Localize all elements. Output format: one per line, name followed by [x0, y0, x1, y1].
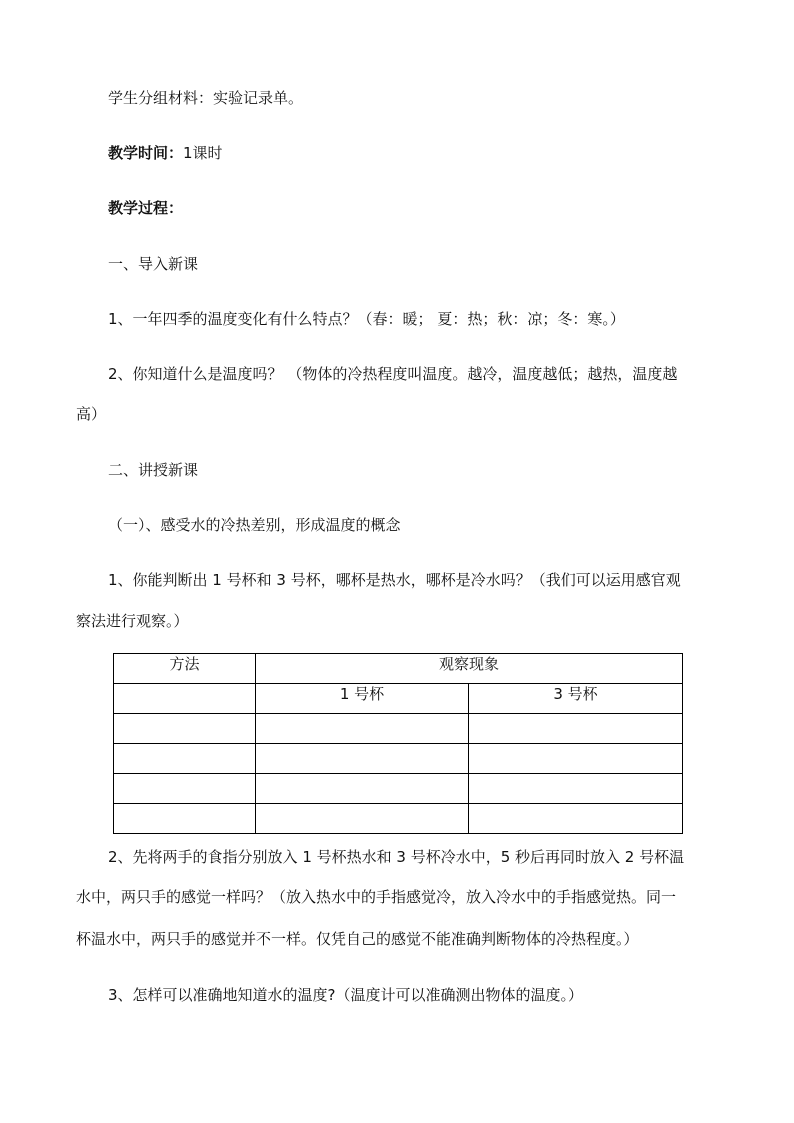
header-cup-1: 1 号杯: [256, 684, 469, 714]
question-2-line-2: 高）: [76, 405, 107, 423]
table-cell: [256, 714, 469, 744]
table-cell: [256, 804, 469, 834]
table-row: [114, 804, 683, 834]
table-cell: [114, 744, 256, 774]
table-cell: [114, 804, 256, 834]
section-2-heading: 二、讲授新课: [108, 461, 199, 479]
section-1-heading: 一、导入新课: [108, 255, 199, 273]
table-cell: [114, 774, 256, 804]
observation-table: [113, 653, 683, 834]
table-row: [114, 774, 683, 804]
teaching-time-label: 教学时间：: [108, 144, 184, 162]
table-row: [114, 714, 683, 744]
teaching-process-heading: 教学过程：: [108, 199, 184, 217]
question-1: 1、一年四季的温度变化有什么特点？（春：暖； 夏：热；秋：凉；冬：寒。）: [108, 310, 625, 328]
materials-line: 学生分组材料：实验记录单。: [108, 89, 304, 107]
table-cell: [469, 804, 683, 834]
subsection-1-heading: （一）、感受水的冷热差别，形成温度的概念: [108, 516, 401, 534]
paragraph-3: 3、怎样可以准确地知道水的温度?（温度计可以准确测出物体的温度。）: [108, 986, 584, 1004]
teaching-time-line: [108, 143, 223, 163]
table-cell: [469, 774, 683, 804]
table-cell: [469, 714, 683, 744]
teaching-time-value: 1课时: [183, 144, 223, 162]
table-cell: [114, 684, 256, 714]
table-cell: [114, 714, 256, 744]
table-cell: [256, 774, 469, 804]
header-observation: 观察现象: [256, 654, 683, 684]
table-row: [114, 744, 683, 774]
question-2-line-1: 2、你知道什么是温度吗？ （物体的冷热程度叫温度。越冷，温度越低；越热，温度越: [108, 365, 678, 383]
paragraph-2-line-1: 2、先将两手的食指分别放入 1 号杯热水和 3 号杯冷水中，5 秒后再同时放入 2 号杯温: [108, 848, 685, 866]
header-method: 方法: [114, 654, 256, 684]
table-cell: [469, 744, 683, 774]
paragraph-1-line-2: 察法进行观察。）: [76, 612, 189, 630]
header-cup-3: 3 号杯: [469, 684, 683, 714]
table-subheader-row: [114, 684, 683, 714]
table-cell: [256, 744, 469, 774]
paragraph-1-line-1: 1、你能判断出 1 号杯和 3 号杯，哪杯是热水，哪杯是冷水吗？（我们可以运用感官观: [108, 571, 681, 589]
paragraph-2-line-3: 杯温水中，两只手的感觉并不一样。仅凭自己的感觉不能准确判断物体的冷热程度。）: [76, 930, 639, 948]
paragraph-2-line-2: 水中，两只手的感觉一样吗？（放入热水中的手指感觉冷，放入冷水中的手指感觉热。同一: [76, 888, 677, 906]
table-header-row: [114, 654, 683, 684]
